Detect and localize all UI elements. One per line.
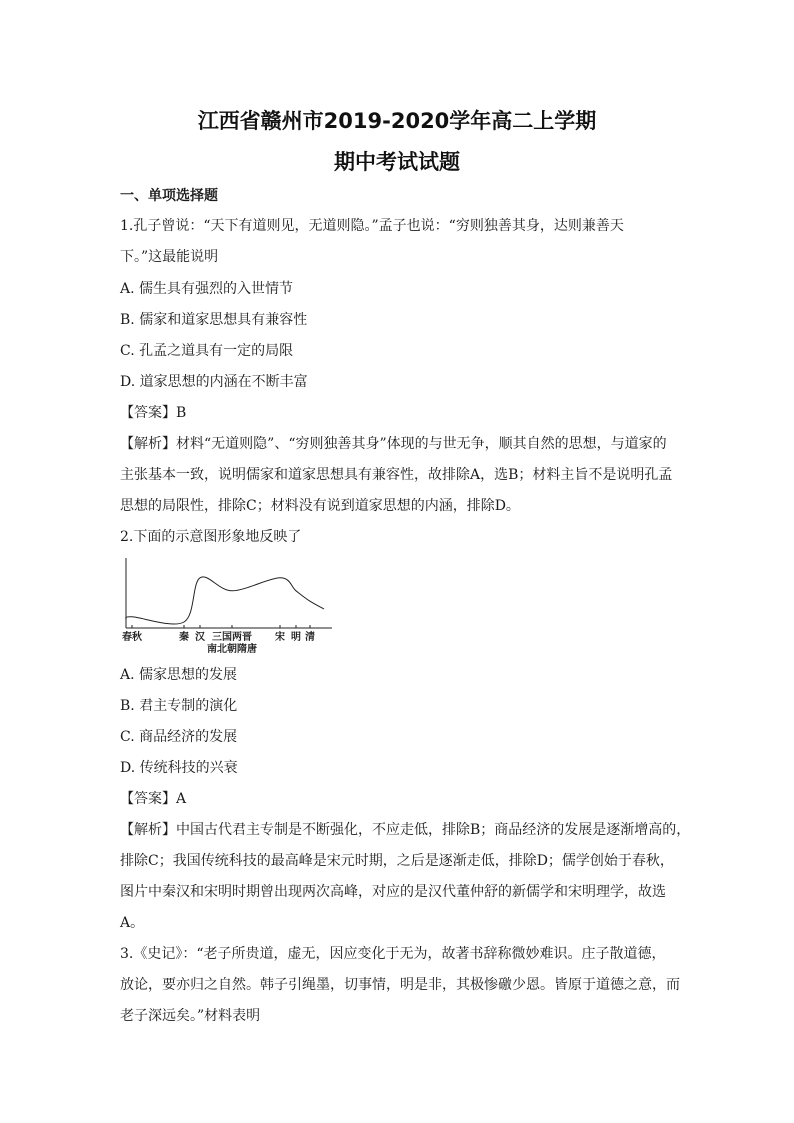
schematic-chart	[118, 554, 340, 654]
q3-stem-line: 老子深远矣。”材料表明	[120, 1008, 261, 1024]
q2-analysis-line: 图片中秦汉和宋明时期曾出现两次高峰，对应的是汉代董仲舒的新儒学和宋明理学，故选	[120, 884, 666, 900]
q1-option-b: B. 儒家和道家思想具有兼容性	[120, 312, 308, 328]
chart-x-tick-label: 三国两晋	[212, 632, 252, 643]
chart-x-tick-label: 秦	[179, 632, 189, 643]
chart-x-tick-label: 明	[291, 632, 301, 643]
q1-stem-line: 下。”这最能说明	[120, 249, 219, 265]
q3-stem-line: 3.《史记》：“老子所贵道，虚无，因应变化于无为，故著书辞称微妙难识。庄子散道德，	[120, 946, 666, 962]
chart-x-tick-label: 汉	[195, 632, 205, 643]
q3-stem-line: 放论，要亦归之自然。韩子引绳墨，切事情，明是非，其极惨礉少恩。皆原于道德之意，而	[120, 977, 680, 993]
q1-option-d: D. 道家思想的内涵在不断丰富	[120, 374, 308, 390]
chart-x-tick-label: 宋	[275, 632, 285, 643]
q1-option-c: C. 孔孟之道具有一定的局限	[120, 343, 294, 359]
q2-analysis-line: A。	[120, 915, 145, 931]
chart-series-line	[126, 577, 324, 624]
q1-analysis-line: 【解析】材料“无道则隐”、“穷则独善其身”体现的与世无争，顺其自然的思想，与道家的	[120, 436, 667, 452]
page-title: 江西省赣州市2019-2020学年高二上学期	[197, 109, 597, 133]
schematic-chart-svg	[118, 554, 340, 654]
q1-analysis-line: 主张基本一致，说明儒家和道家思想具有兼容性，故排除A，选B；材料主旨不是说明孔孟	[120, 467, 673, 483]
q2-option-d: D. 传统科技的兴衰	[120, 760, 238, 776]
q2-analysis-line: 【解析】中国古代君主专制是不断强化，不应走低，排除B；商品经济的发展是逐渐增高的，	[120, 822, 691, 838]
section-heading: 一、单项选择题	[120, 188, 218, 204]
chart-x-sublabel: 南北朝隋唐	[207, 644, 257, 654]
q2-analysis-line: 排除C；我国传统科技的最高峰是宋元时期，之后是逐渐走低，排除D；儒学创始于春秋，	[120, 853, 674, 869]
q1-option-a: A. 儒生具有强烈的入世情节	[120, 281, 294, 297]
q1-answer: 【答案】B	[120, 405, 187, 421]
q1-analysis-line: 思想的局限性，排除C；材料没有说到道家思想的内涵，排除D。	[120, 498, 520, 514]
q2-answer: 【答案】A	[120, 791, 187, 807]
page-subtitle: 期中考试试题	[334, 150, 460, 174]
q2-option-b: B. 君主专制的演化	[120, 698, 238, 714]
q2-stem: 2.下面的示意图形象地反映了	[120, 529, 302, 545]
q2-option-a: A. 儒家思想的发展	[120, 667, 238, 683]
chart-x-tick-label: 春秋	[122, 632, 142, 643]
q1-stem-line: 1.孔子曾说：“天下有道则见，无道则隐。”孟子也说：“穷则独善其身，达则兼善天	[120, 218, 624, 234]
chart-x-tick-label: 清	[305, 632, 315, 643]
q2-option-c: C. 商品经济的发展	[120, 729, 238, 745]
